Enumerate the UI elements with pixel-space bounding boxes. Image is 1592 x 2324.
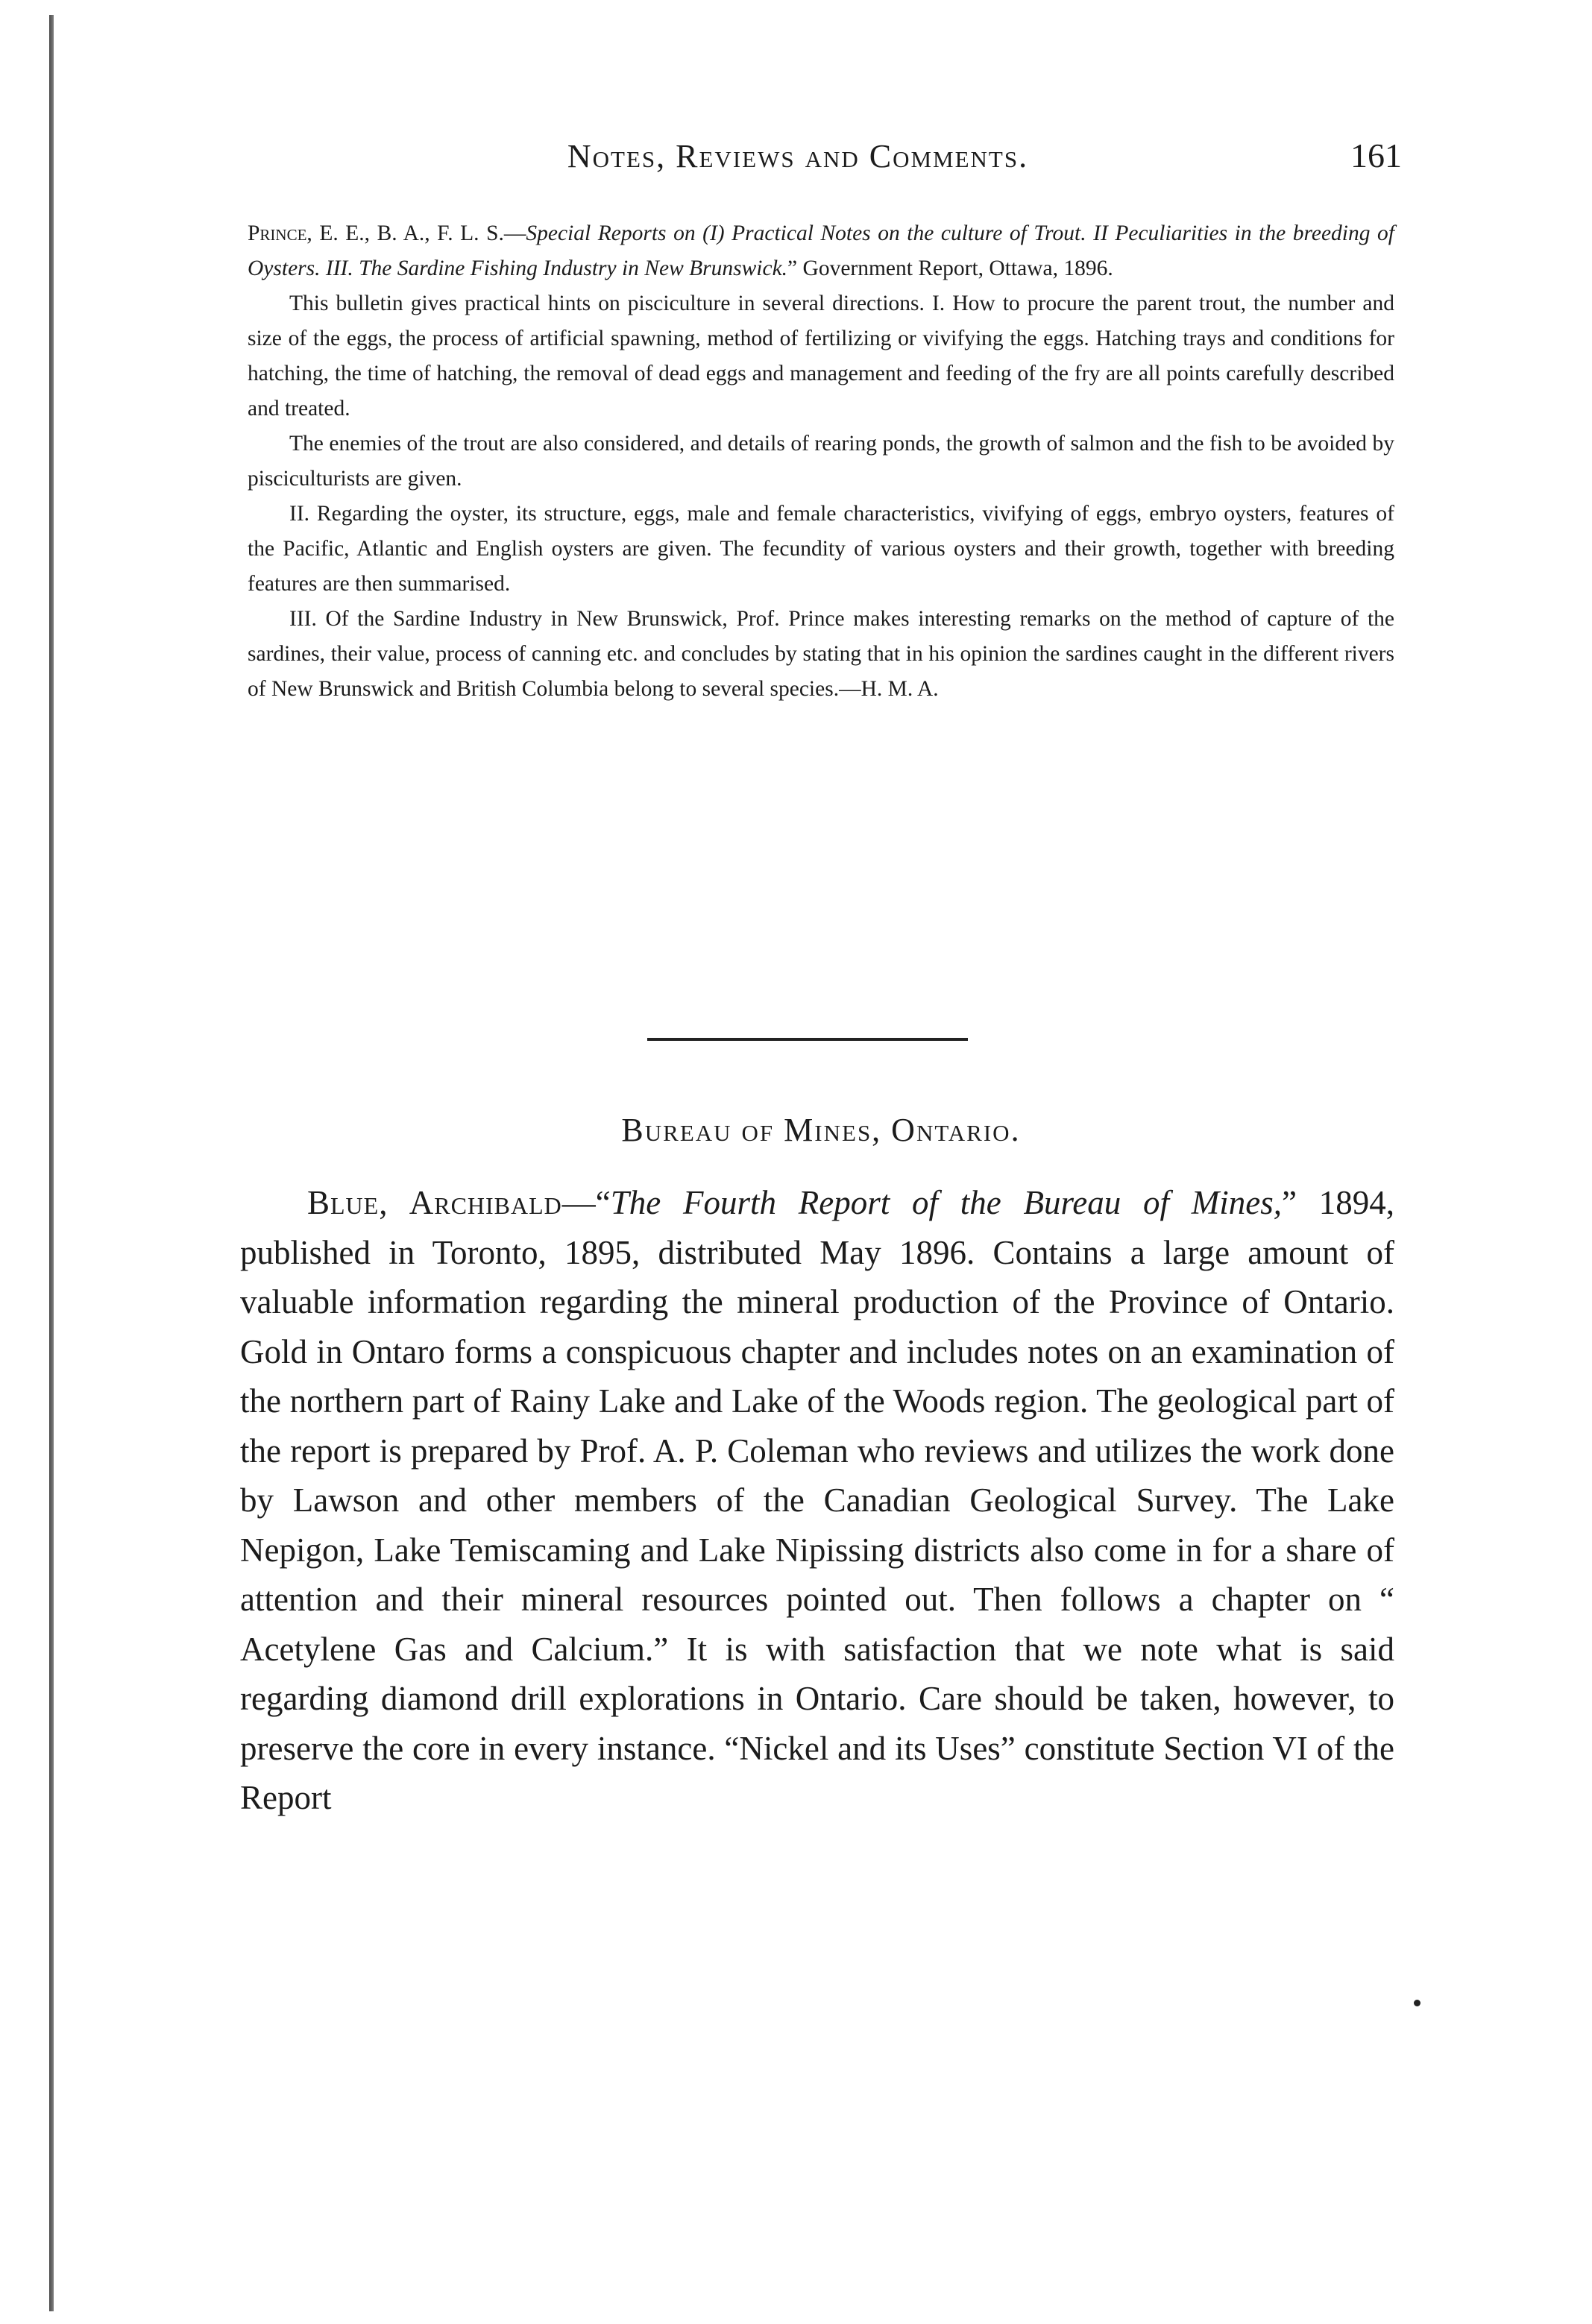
running-head (239, 137, 1402, 182)
binding-edge (49, 15, 54, 2311)
bureau-author: Blue, Archibald (307, 1184, 562, 1221)
bureau-review (240, 1178, 1394, 1823)
bureau-body: ” 1894, published in Toronto, 1895, distributed May 1896. Contains a large amount of valuable information regarding the mineral production of the Province of Ontario. Gold in Ontaro forms a conspicuous chapter and includes notes on an examination of the northern part of Rainy Lake and Lake of the Woods region. The geological part of the report is prepared by Prof. A. P. Coleman who reviews and utilizes the work done by Lawson and other members of the Canadian Geological Survey. The Lake Nepigon, Lake Temiscaming and Lake Nipissing districts also come in for a share of attention and their mineral resources pointed out. Then follows a chapter on “ Acetylene Gas and Calcium.” It is with satisfaction that we note what is said regarding diamond drill explorations in Ontario. Care should be taken, however, to preserve the core in every instance. “Nickel and its Uses” constitute Section VI of the Report (240, 1184, 1394, 1816)
review-source: ” Government Report, Ottawa, 1896. (787, 256, 1113, 280)
running-head-title: Notes, Reviews and Comments. (567, 138, 1029, 174)
page-number: 161 (1350, 136, 1402, 174)
review-dash: — (503, 221, 526, 245)
review-paragraph-4: III. Of the Sardine Industry in New Brunswick, Prof. Prince makes interesting remarks on the method of capture of the sardines, their value, process of canning etc. and concludes by stating that in his opinion the sardines caught in the different rivers of New Brunswick and British Columbia belong to several species.—H. M. A. (248, 607, 1394, 701)
scan-dot (1414, 2000, 1420, 2006)
section-divider (647, 1038, 968, 1041)
review-citation (248, 216, 1394, 286)
bureau-dash: —“ (561, 1184, 611, 1221)
bureau-report-title: The Fourth Report of the Bureau of Mines, (610, 1184, 1283, 1221)
section-heading: Bureau of Mines, Ontario. (621, 1112, 1021, 1148)
review-title: Special Reports on (I) Practical Notes on the culture of Trout. II Peculiarities in the breeding of Oysters. III. The Sardine Fishing Industry in New Brunswick. (248, 221, 1394, 280)
review-paragraph-3: II. Regarding the oyster, its structure, eggs, male and female characteristics, vivifying of eggs, embryo oysters, features of the Pacific, Atlantic and English oysters are given. The fecundity of various oysters and their growth, together with breeding features are then summarised. (248, 502, 1394, 596)
bureau-paragraph (240, 1178, 1394, 1823)
review-prince (248, 216, 1394, 707)
review-paragraph-2: The enemies of the trout are also considered, and details of rearing ponds, the growth of salmon and the fish to be avoided by pisciculturists are given. (248, 432, 1394, 491)
review-author: Prince, E. E., B. A., F. L. S. (248, 221, 504, 245)
review-paragraph-1: This bulletin gives practical hints on pisciculture in several directions. I. How to procure the parent trout, the number and size of the eggs, the process of artificial spawning, method of fertilizing or vivifying the eggs. Hatching trays and conditions for hatching, the time of hatching, the removal of dead eggs and management and feeding of the fry are all points carefully described and treated. (248, 292, 1394, 421)
